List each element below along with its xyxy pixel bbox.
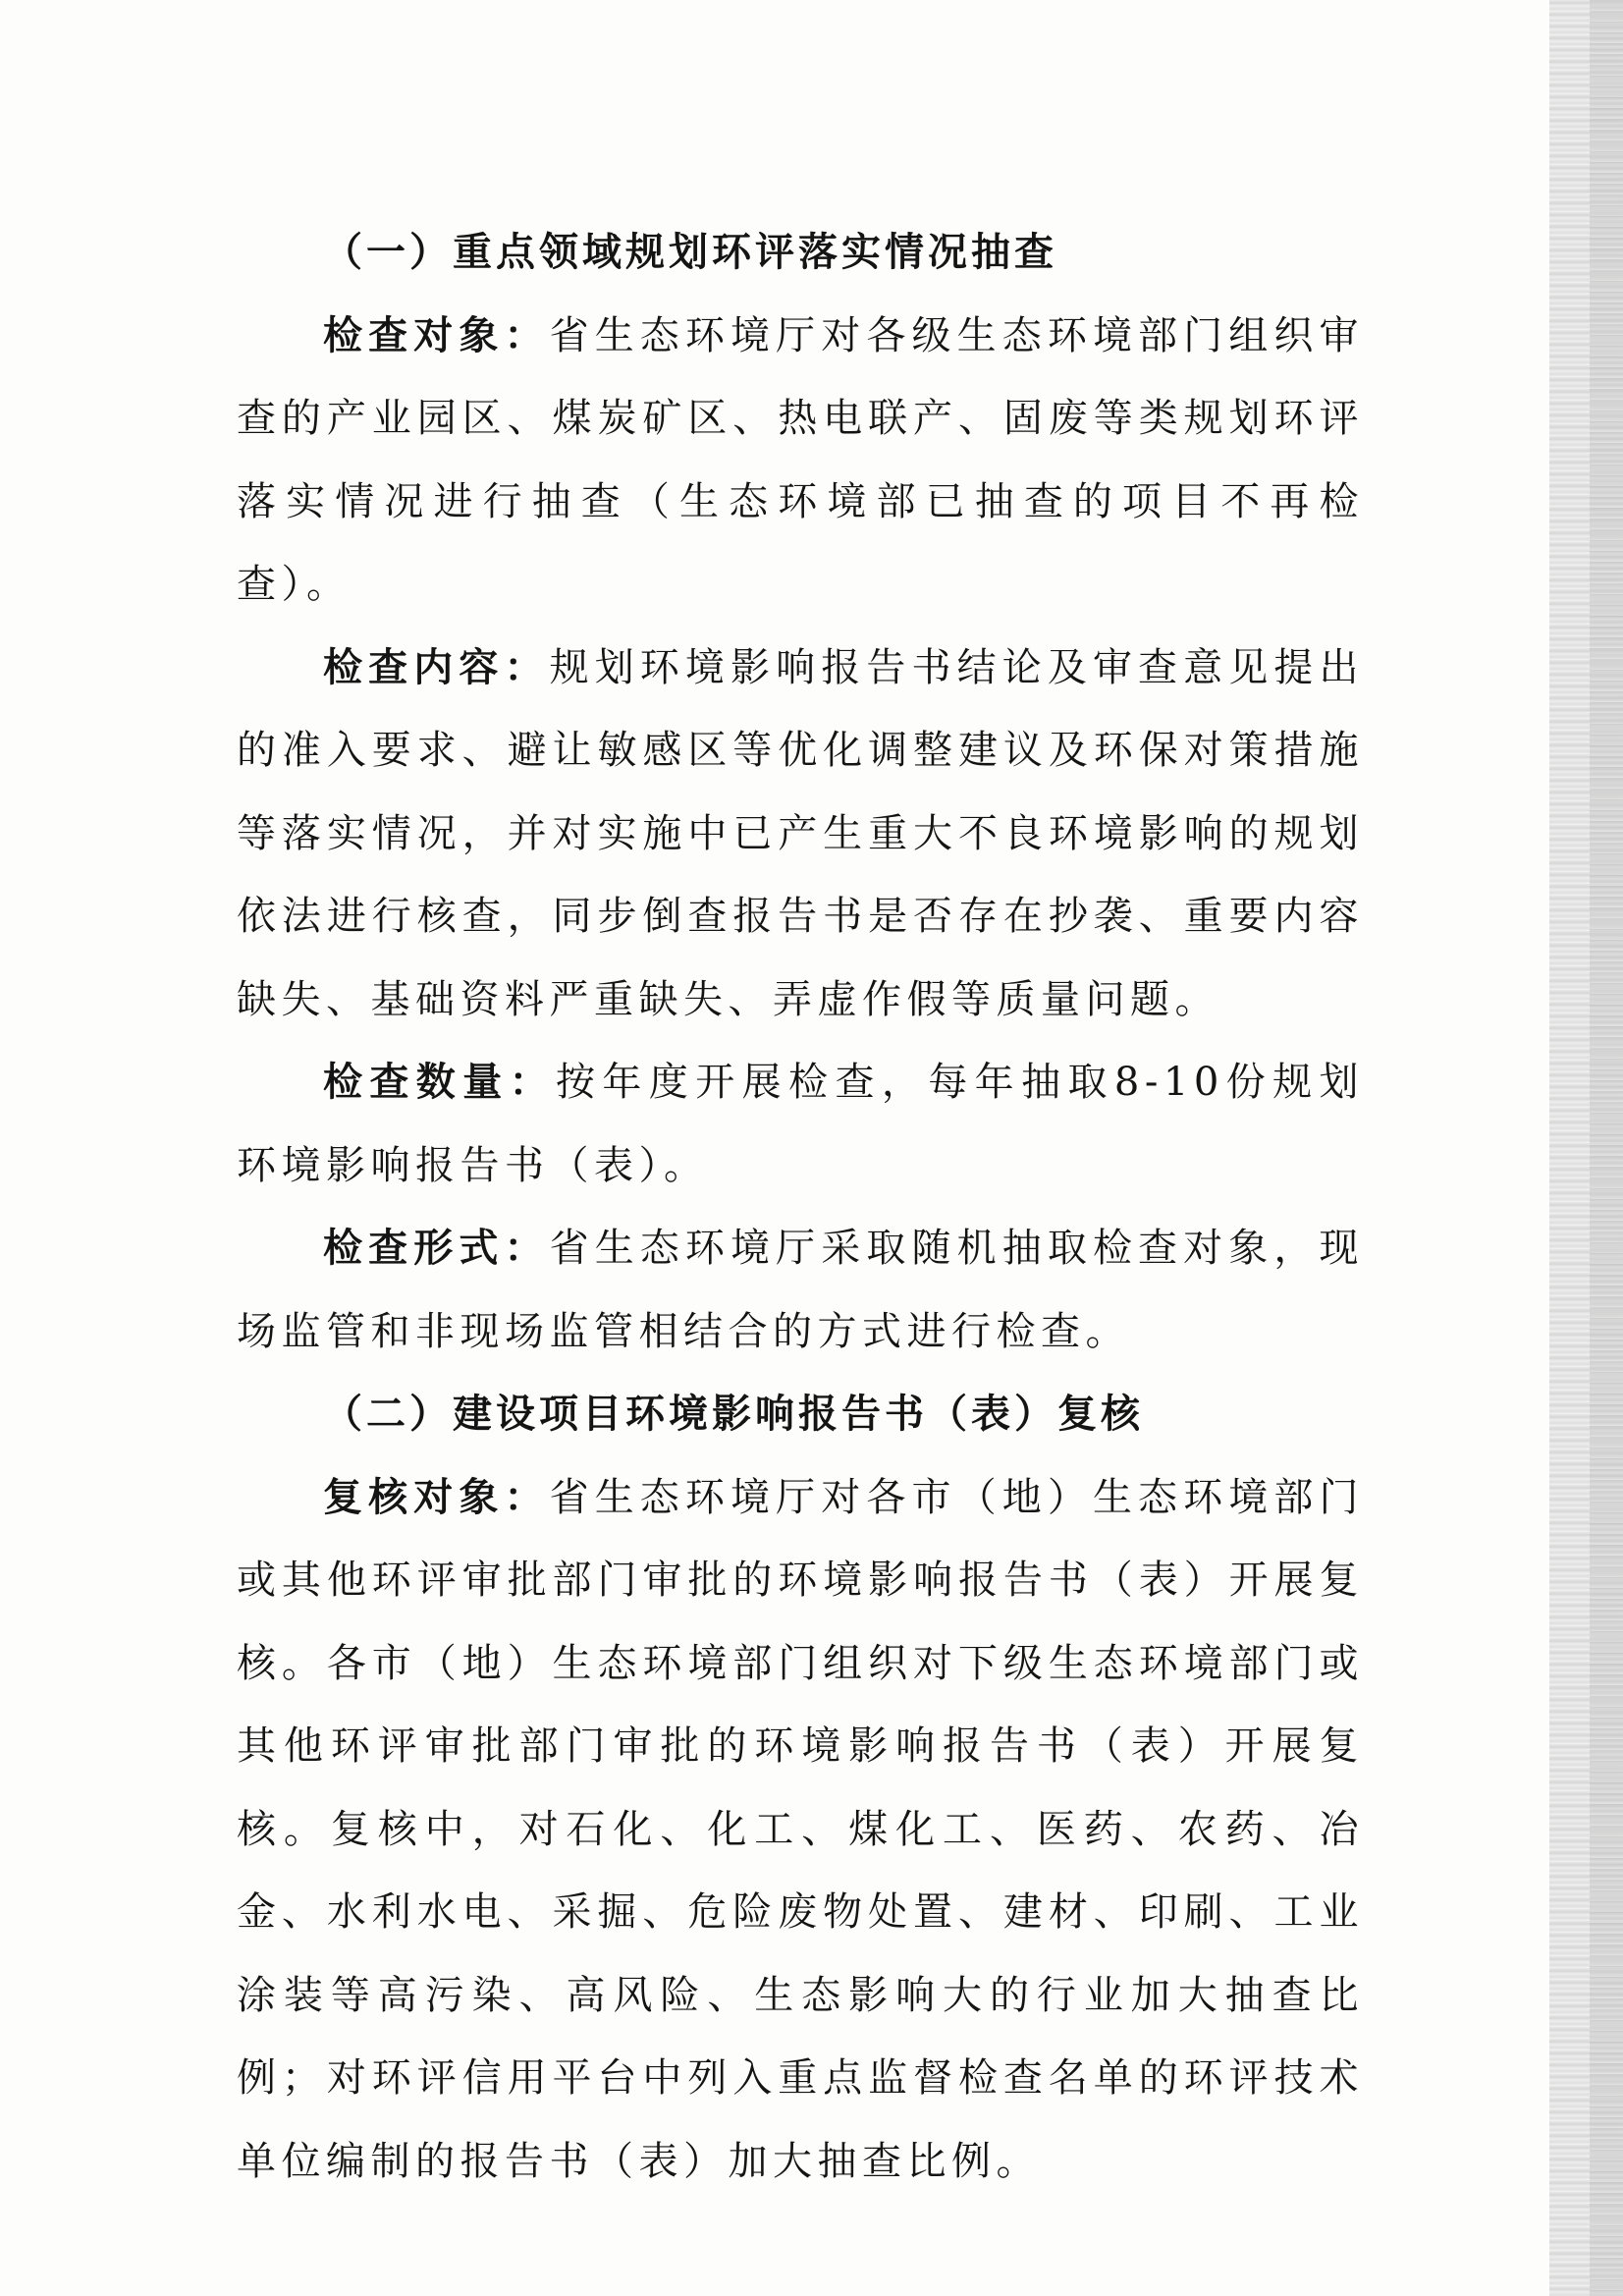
document-body <box>237 211 1364 2203</box>
paragraph-review-object <box>237 1456 1364 2204</box>
paragraph-text: 省生态环境厅对各级生态环境部门组织审查的产业园区、煤炭矿区、热电联产、固废等类规划环评落实情况进行抽查（生态环境部已抽查的项目不再检查）。 <box>237 312 1365 607</box>
scan-edge-shadow-inner <box>1590 0 1623 2296</box>
paragraph-label: 检查内容： <box>323 644 550 690</box>
paragraph-text: 省生态环境厅对各市（地）生态环境部门或其他环评审批部门审批的环境影响报告书（表）开展复核。各市（地）生态环境部门组织对下级生态环境部门或其他环评审批部门审批的环境影响报告书（表）开展复核。复核中，对石化、化工、煤化工、医药、农药、冶金、水利水电、采掘、危险废物处置、建材、印刷、工业涂装等高污染、高风险、生态影响大的行业加大抽查比例；对环评信用平台中列入重点监督检查名单的环评技术单位编制的报告书（表）加大抽查比例。 <box>237 1474 1365 2184</box>
paragraph-inspection-quantity <box>237 1041 1364 1207</box>
section-heading-1: （一）重点领域规划环评落实情况抽查 <box>323 230 1057 275</box>
paragraph-inspection-object <box>237 295 1364 627</box>
section-heading-2: （二）建设项目环境影响报告书（表）复核 <box>323 1392 1144 1437</box>
paragraph-label: 检查形式： <box>323 1226 550 1271</box>
paragraph-label: 复核对象： <box>323 1474 550 1520</box>
paragraph-label: 检查数量： <box>323 1060 557 1105</box>
paragraph-inspection-form <box>237 1207 1364 1373</box>
paragraph-label: 检查对象： <box>323 312 550 358</box>
paragraph-text: 按年度开展检查，每年抽取8-10份规划环境影响报告书（表）。 <box>237 1060 1364 1188</box>
paragraph-text: 规划环境影响报告书结论及审查意见提出的准入要求、避让敏感区等优化调整建议及环保对策措施等落实情况，并对实施中已产生重大不良环境影响的规划依法进行核查，同步倒查报告书是否存在抄袭、重要内容缺失、基础资料严重缺失、弄虚作假等质量问题。 <box>237 644 1365 1022</box>
paragraph-text: 省生态环境厅采取随机抽取检查对象，现场监管和非现场监管相结合的方式进行检查。 <box>237 1226 1365 1354</box>
paragraph-inspection-content <box>237 627 1364 1042</box>
